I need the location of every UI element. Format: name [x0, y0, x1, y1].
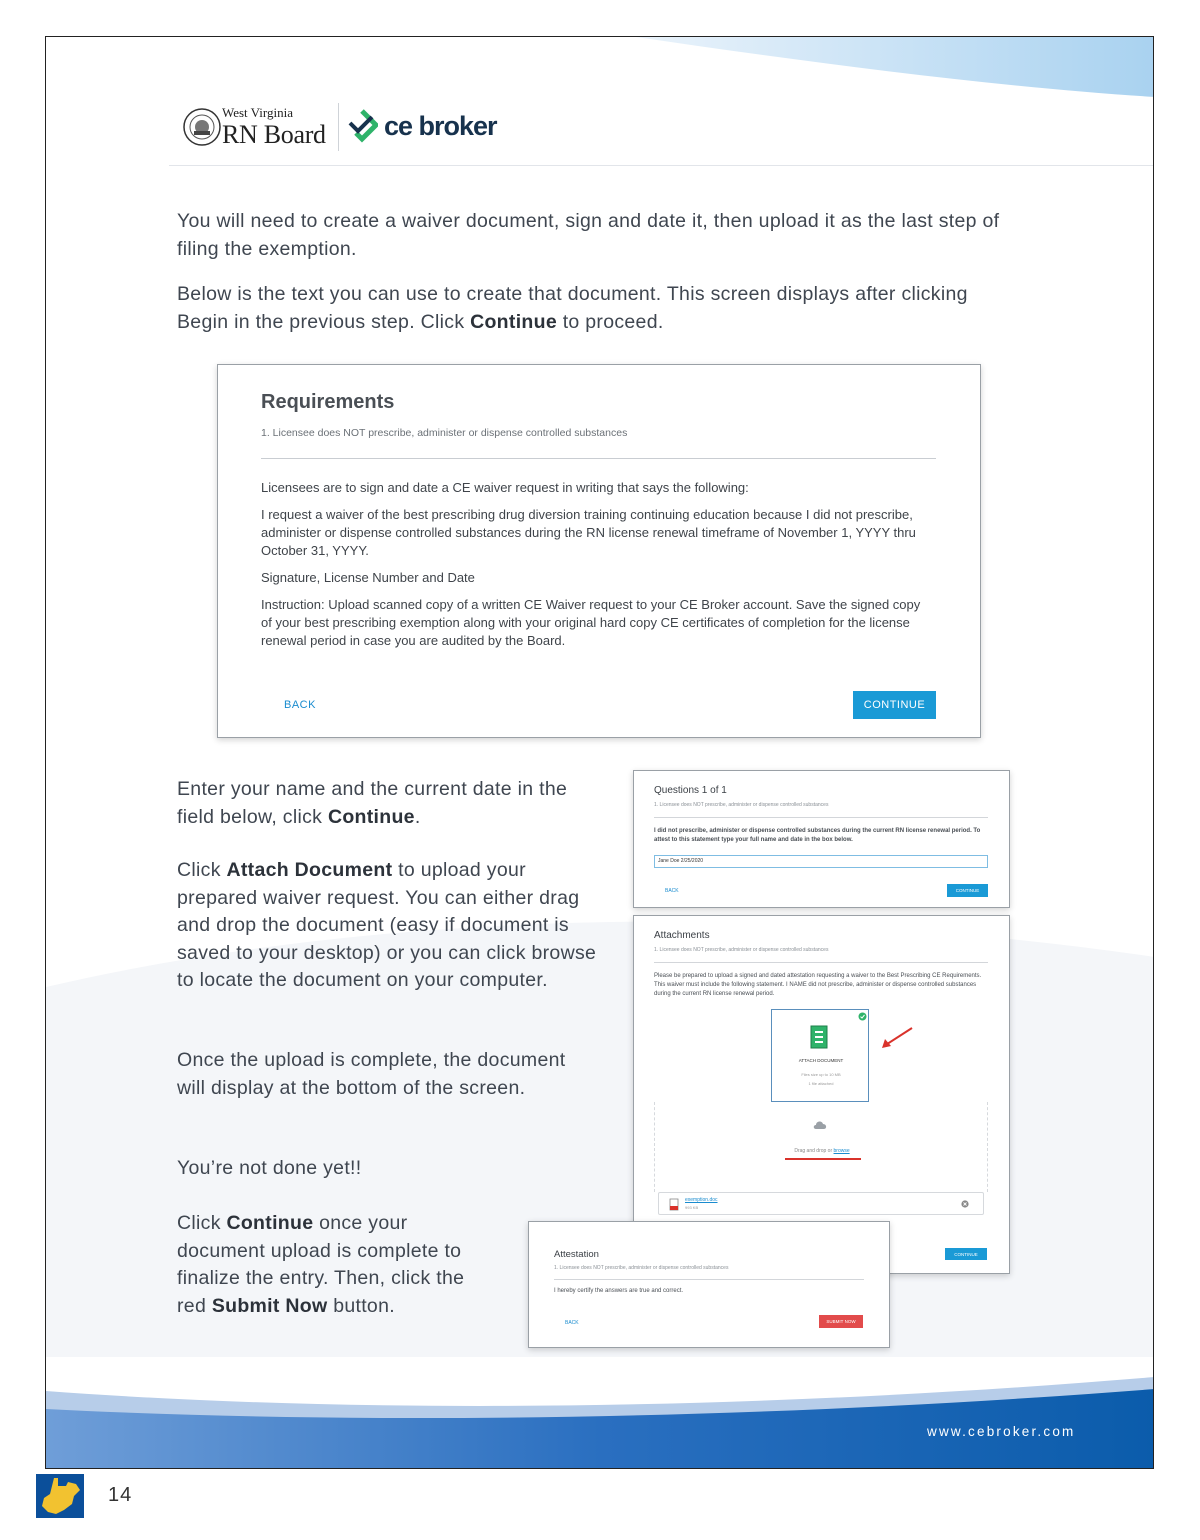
attestation-back-button[interactable]: BACK: [565, 1320, 579, 1326]
wv-rn-board-logo: [182, 103, 342, 153]
instr-p5-tail: button.: [327, 1294, 395, 1317]
questions-screenshot: [633, 770, 1010, 908]
instr-p2-text: Click: [177, 859, 227, 881]
questions-subtitle: 1. Licensee does NOT prescribe, administer or dispense controlled substances: [654, 802, 829, 808]
bottom-wave-decoration: [46, 1347, 1154, 1469]
instruction-paragraph-3: Once the upload is complete, the document will display at the bottom of the screen.: [177, 1049, 566, 1099]
instr-p5-mid: once your document upload is complete to finalize the entry. Then, click the red: [177, 1212, 465, 1317]
attach-count-hint: 1 file attached: [808, 1081, 834, 1086]
instruction-paragraph-2: [177, 857, 597, 995]
intro-p2-tail: to proceed.: [556, 310, 664, 333]
cebroker-mark-icon: [346, 109, 378, 145]
remove-file-icon[interactable]: [961, 1200, 969, 1208]
continue-button[interactable]: CONTINUE: [853, 691, 936, 719]
requirements-line-1: Licensees are to sign and date a CE waiver request in writing that says the following:: [261, 480, 749, 495]
attach-document-button[interactable]: [771, 1009, 869, 1102]
instr-p5-bold: Continue: [226, 1212, 314, 1234]
attachments-subtitle: 1. Licensee does NOT prescribe, administer or dispense controlled substances: [654, 947, 829, 953]
questions-divider: [654, 817, 988, 818]
questions-title: Questions 1 of 1: [654, 785, 727, 796]
red-arrow-icon: [878, 1025, 916, 1051]
attestation-screenshot: [528, 1221, 890, 1348]
questions-text: I did not prescribe, administer or dispense controlled substances during the current RN license renewal period. To attest to this statement type your full name and date in the box below.: [654, 828, 981, 843]
requirements-subtitle: 1. Licensee does NOT prescribe, administer or dispense controlled substances: [261, 427, 628, 439]
requirements-line-3: Signature, License Number and Date: [261, 570, 475, 585]
attachments-continue-button[interactable]: CONTINUE: [945, 1248, 987, 1260]
browse-link[interactable]: browse: [833, 1148, 850, 1154]
intro-p2-bold: Continue: [470, 310, 557, 333]
file-size: 993 KB: [685, 1205, 699, 1210]
instruction-paragraph-1: [177, 776, 597, 831]
board-name: RN Board: [222, 120, 326, 149]
instr-p1-bold: Continue: [327, 805, 415, 828]
footer-url[interactable]: www.cebroker.com: [927, 1424, 1076, 1439]
document-icon: [808, 1024, 832, 1052]
instr-p2-bold: Attach Document: [226, 859, 393, 881]
intro-p2-text: Below is the text you can use to create that document. This screen displays after clicking Begin in the previous step. Click: [177, 283, 968, 333]
file-icon: [669, 1198, 679, 1211]
instruction-paragraph-4: You’re not done yet!!: [177, 1157, 362, 1179]
page-number: 14: [108, 1484, 133, 1506]
intro-paragraph-1: You will need to create a waiver document, sign and date it, then upload it as the last step of filing the exemption.: [177, 210, 1000, 260]
state-name: West Virginia: [222, 105, 293, 120]
attach-document-label: ATTACH DOCUMENT: [798, 1058, 844, 1063]
cloud-upload-icon: [813, 1120, 827, 1130]
cebroker-wordmark: ce broker: [384, 111, 497, 141]
instr-p1-tail: .: [414, 805, 421, 828]
submit-now-button[interactable]: SUBMIT NOW: [819, 1315, 863, 1328]
questions-continue-button[interactable]: CONTINUE: [947, 884, 988, 897]
attachments-divider: [654, 962, 988, 963]
instruction-paragraph-5: [177, 1210, 487, 1320]
requirements-divider: [261, 458, 936, 459]
instr-p2-tail: to upload your prepared waiver request. You can either drag and drop the document (easy if document is saved to your desktop) or you can click browse to locate the document on your computer.: [177, 859, 597, 991]
instr-p5-text: Click: [177, 1212, 227, 1234]
instr-p1-text: Enter your name and the current date in the field below, click: [177, 778, 568, 828]
file-name-link[interactable]: exemption.doc: [685, 1197, 718, 1203]
instr-p5-bold2: Submit Now: [211, 1294, 328, 1317]
header-divider: [169, 165, 1154, 166]
requirements-title: Requirements: [261, 391, 395, 413]
cebroker-logo: [346, 109, 506, 149]
attestation-divider: [554, 1279, 864, 1280]
logo-separator: [338, 103, 339, 151]
red-underline: [785, 1158, 861, 1160]
drop-text: Drag and drop or: [794, 1148, 833, 1154]
check-icon: [858, 1012, 867, 1021]
attestation-subtitle: 1. Licensee does NOT prescribe, administer or dispense controlled substances: [554, 1265, 729, 1271]
attach-size-hint: Files size up to 10 MB: [801, 1072, 841, 1077]
attachments-title: Attachments: [654, 930, 710, 941]
requirements-line-4: Instruction: Upload scanned copy of a written CE Waiver request to your CE Broker account. Save the signed copy of your best prescribing exemption along with your original hard copy CE certificates of completion for the license renewal period in case you are audited by the Board.: [261, 597, 921, 648]
west-virginia-map-icon: [36, 1474, 84, 1518]
back-button[interactable]: BACK: [284, 699, 316, 711]
drop-zone-text: [655, 1148, 989, 1154]
uploaded-file-row: [658, 1192, 984, 1215]
intro-paragraph-2: [177, 281, 1007, 336]
attachments-text: Please be prepared to upload a signed and dated attestation requesting a waiver to the Best Prescribing CE Requirements. This waiver must include the following statement. I NAME did not prescribe, administer or dispense controlled substances during the current RN license renewal period.: [654, 973, 982, 997]
attestation-name-input[interactable]: Jane Doe 2/25/2020: [654, 855, 988, 868]
attestation-title: Attestation: [554, 1249, 599, 1260]
state-seal-icon: [182, 107, 222, 147]
requirements-screenshot: [217, 364, 981, 738]
drop-zone[interactable]: [654, 1102, 988, 1192]
requirements-line-2: I request a waiver of the best prescribing drug diversion training continuing education because I did not prescribe, administer or dispense controlled substances during the RN license renewal timeframe of November 1, YYYY thru October 31, YYYY.: [261, 507, 916, 558]
questions-back-button[interactable]: BACK: [665, 888, 679, 894]
attestation-text: I hereby certify the answers are true and correct.: [554, 1288, 684, 1294]
